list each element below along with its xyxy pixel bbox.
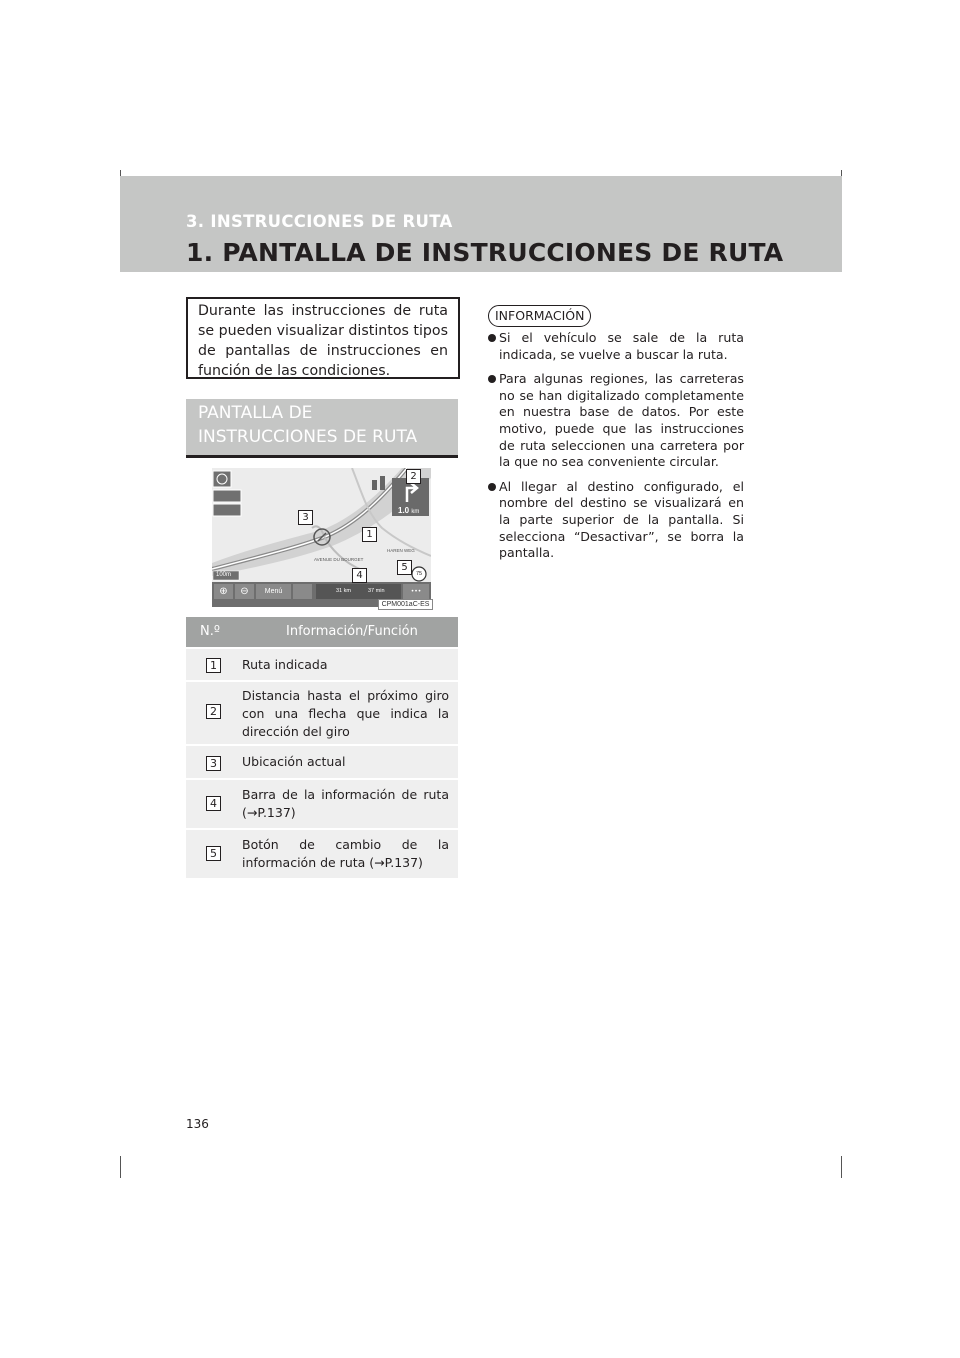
header-number: N.º (200, 624, 220, 639)
distance-value: 1.0 (398, 506, 410, 515)
table-header (186, 617, 458, 647)
callout-marker-1: 1 (362, 527, 377, 542)
info-item-text: Al llegar al destino configurado, el nombre del destino se visualizará en la parte superior de la pantalla. Si selecciona “Desactivar”, se borra la pantalla. (499, 478, 744, 561)
row-text: Botón de cambio de la información de ruta (→P.137) (242, 837, 449, 870)
remaining-time: 37 min (368, 588, 385, 594)
info-item (488, 479, 744, 562)
zoom-out-button[interactable]: ⊖ (240, 586, 249, 597)
row-text: Distancia hasta el próximo giro con una flecha que indica la dirección del giro (242, 688, 449, 739)
info-item-text: Para algunas regiones, las carreteras no se han digitalizado completamente en nuestra base de datos. Por este motivo, puede que las instrucciones de ruta seleccionen una carretera por la que no sea conveniente circular. (499, 371, 744, 470)
row-number: 5 (206, 846, 221, 861)
row-text: Ubicación actual (242, 754, 346, 769)
bullet-icon (488, 483, 496, 491)
subheading-line-1: PANTALLA DE (198, 403, 313, 423)
row-text: Ruta indicada (242, 657, 328, 672)
crop-mark (841, 1156, 842, 1178)
table-row (186, 647, 458, 680)
callout-marker-5: 5 (397, 560, 412, 575)
route-info-bar[interactable] (316, 584, 401, 599)
more-button[interactable]: ••• (410, 588, 422, 595)
table-row (186, 778, 458, 828)
row-text: Barra de la información de ruta (→P.137) (242, 787, 449, 820)
row-number: 1 (206, 658, 221, 673)
street-label: HAREN WEG (387, 548, 415, 553)
info-table (186, 617, 458, 878)
info-item-text: Si el vehículo se sale de la ruta indicada, se vuelve a buscar la ruta. (499, 330, 744, 362)
street-label: AVENUE DU BOURGET (314, 557, 364, 562)
callout-marker-4: 4 (352, 568, 367, 583)
page-number: 136 (186, 1117, 209, 1131)
info-tag: INFORMACIÓN (488, 305, 591, 327)
distance-unit: km (411, 509, 420, 515)
row-number: 3 (206, 756, 221, 771)
section-label: 3. INSTRUCCIONES DE RUTA (186, 212, 453, 231)
intro-box: Durante las instrucciones de ruta se pueden visualizar distintos tipos de pantallas de instrucciones en función de las condiciones. (186, 297, 460, 379)
info-list (488, 330, 744, 570)
table-row (186, 828, 458, 878)
info-item (488, 330, 744, 363)
subheading (186, 399, 458, 458)
callout-marker-2: 2 (406, 469, 421, 484)
subheading-line-2: INSTRUCCIONES DE RUTA (198, 427, 418, 447)
scale-label: 100m (216, 572, 232, 578)
row-number: 2 (206, 704, 221, 719)
route-info-switch-badge[interactable]: 75 (415, 571, 423, 577)
distance-readout (398, 506, 419, 515)
menu-button[interactable]: Menú (264, 588, 283, 595)
bullet-icon (488, 375, 496, 383)
table-row (186, 744, 458, 778)
navigation-screenshot (212, 468, 431, 607)
info-item (488, 371, 744, 471)
bullet-icon (488, 334, 496, 342)
row-number: 4 (206, 796, 221, 811)
table-row (186, 680, 458, 744)
callout-marker-3: 3 (298, 510, 313, 525)
page-title: 1. PANTALLA DE INSTRUCCIONES DE RUTA (186, 238, 784, 267)
crop-mark (120, 1156, 121, 1178)
header-info: Información/Función (286, 624, 418, 639)
remaining-distance: 31 km (336, 588, 351, 594)
image-code: CPM001aC-ES (378, 599, 433, 610)
zoom-in-button[interactable]: ⊕ (219, 586, 228, 597)
